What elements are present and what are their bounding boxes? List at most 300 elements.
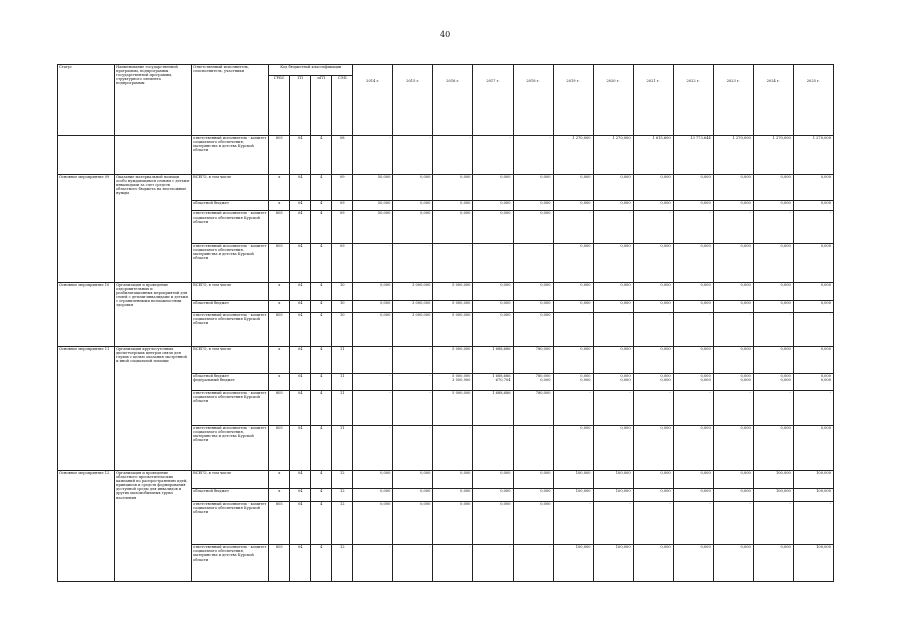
amount-cell: 3 000,000 — [393, 312, 433, 346]
amount-cell: 1 270,000 — [713, 136, 753, 175]
amount-cell: 0,000 — [513, 300, 553, 312]
code-cell: 04 — [290, 211, 311, 243]
amount-cell: 1 615,600 — [633, 136, 673, 175]
amount-cell: - — [593, 312, 633, 346]
amount-cell: 0,000 — [713, 243, 753, 282]
amount-cell: - — [713, 312, 753, 346]
amount-cell: 1 270,000 — [553, 136, 593, 175]
header-year: 2019 г. — [553, 65, 593, 136]
amount-cell: 100,000 — [793, 470, 833, 488]
code-cell: 04 — [290, 243, 311, 282]
amount-cell: 0,000 — [513, 312, 553, 346]
amount-cell: 0,000 — [793, 425, 833, 470]
amount-cell: 0,000 — [713, 347, 753, 374]
amount-cell: - — [553, 312, 593, 346]
amount-cell: 0,000 — [393, 211, 433, 243]
amount-cell: - — [353, 545, 393, 582]
amount-cell: 0,000 — [793, 174, 833, 200]
table-row — [58, 347, 834, 374]
code-cell: x — [269, 489, 290, 502]
amount-cell: 0,000 — [433, 200, 473, 211]
amount-cell: 0,000 — [753, 425, 793, 470]
amount-cell: 0,000 — [513, 174, 553, 200]
amount-cell: 100,000 — [753, 470, 793, 488]
amount-cell: - — [353, 425, 393, 470]
amount-cell: 0,000 — [553, 300, 593, 312]
amount-cell: 1 688,686 — [473, 391, 513, 425]
amount-cell: - — [753, 312, 793, 346]
amount-cell: 1 270,000 — [593, 136, 633, 175]
amount-cell: 0,000 — [513, 282, 553, 300]
amount-cell: 1 688,686 — [473, 347, 513, 374]
amount-cell: - — [473, 243, 513, 282]
amount-cell: 50,000 — [353, 200, 393, 211]
amount-cell: - — [593, 502, 633, 545]
executor-cell: ВСЕГО, в том числе — [192, 282, 269, 300]
amount-cell: 0,000 — [713, 470, 753, 488]
amount-cell: 0,000 — [793, 347, 833, 374]
status-cell — [58, 136, 115, 175]
amount-cell: 0,000 — [553, 425, 593, 470]
amount-cell: - — [753, 211, 793, 243]
amount-cell: 0,000 — [393, 470, 433, 488]
amount-cell: 0,000 0,000 — [793, 374, 833, 391]
amount-cell: 0,000 — [393, 489, 433, 502]
amount-cell: 0,000 — [793, 200, 833, 211]
code-cell: 09 — [332, 211, 353, 243]
program-name-cell: Организация круглосуточных диспетчерских центров связи для глухих с целью оказания экстренной и иной социальной помощи — [115, 347, 192, 471]
amount-cell: 0,000 — [753, 200, 793, 211]
amount-cell: 13 773,644 — [673, 136, 713, 175]
amount-cell: - — [673, 211, 713, 243]
amount-cell: 0,000 — [633, 545, 673, 582]
status-cell: Основное мероприятие 12 — [58, 470, 115, 581]
amount-cell: 0,000 — [553, 243, 593, 282]
amount-cell: 1 270,000 — [753, 136, 793, 175]
table-row — [58, 174, 834, 200]
code-cell: x — [269, 282, 290, 300]
amount-cell: 0,000 — [633, 489, 673, 502]
amount-cell: - — [673, 502, 713, 545]
amount-cell: 0,000 — [753, 300, 793, 312]
code-cell: 4 — [311, 243, 332, 282]
code-cell: 10 — [332, 312, 353, 346]
executor-cell: ответственный исполнитель - комитет социального обеспечения Курской области — [192, 502, 269, 545]
amount-cell: 0,000 — [393, 200, 433, 211]
amount-cell: 0,000 — [673, 174, 713, 200]
header-code-pgp: пГП — [311, 75, 332, 135]
amount-cell: - — [393, 243, 433, 282]
amount-cell: 0,000 — [593, 174, 633, 200]
amount-cell: 100,000 — [593, 545, 633, 582]
amount-cell: - — [353, 136, 393, 175]
amount-cell: 0,000 — [433, 211, 473, 243]
amount-cell: 0,000 — [633, 300, 673, 312]
executor-cell: ответственный исполнитель - комитет социального обеспечения Курской области — [192, 391, 269, 425]
program-name-cell: Оказание материальной помощи особо нуждающимся семьям с детьми-инвалидами за счет средств областного бюджета на неотложные нужды — [115, 174, 192, 282]
header-year: 2017 г. — [473, 65, 513, 136]
amount-cell: 0,000 — [593, 425, 633, 470]
executor-cell: ответственный исполнитель - комитет социального обеспечения, материнства и детства Курской области — [192, 136, 269, 175]
amount-cell: - — [793, 312, 833, 346]
code-cell: 04 — [290, 489, 311, 502]
code-cell: 12 — [332, 489, 353, 502]
executor-cell: ВСЕГО, в том числе — [192, 174, 269, 200]
amount-cell: 0,000 — [473, 312, 513, 346]
page-number: 40 — [440, 30, 451, 39]
amount-cell: 780,000 — [513, 347, 553, 374]
code-cell: 09 — [332, 174, 353, 200]
amount-cell: 0,000 0,000 — [753, 374, 793, 391]
executor-cell: областной бюджет — [192, 300, 269, 312]
table-row — [58, 282, 834, 300]
table-row — [58, 136, 834, 175]
amount-cell: 0,000 — [473, 300, 513, 312]
amount-cell: 100,000 — [553, 489, 593, 502]
table-row — [58, 470, 834, 488]
code-cell: 4 — [311, 347, 332, 374]
amount-cell: 100,000 — [793, 489, 833, 502]
amount-cell: 3 000,000 — [393, 300, 433, 312]
amount-cell: 0,000 — [513, 489, 553, 502]
amount-cell: 50,000 — [353, 211, 393, 243]
amount-cell: 0,000 — [673, 545, 713, 582]
amount-cell: 0,000 0,000 — [633, 374, 673, 391]
program-name-cell — [115, 136, 192, 175]
amount-cell: 1 270,000 — [793, 136, 833, 175]
amount-cell: - — [353, 243, 393, 282]
amount-cell: - — [713, 502, 753, 545]
amount-cell: 0,000 — [753, 282, 793, 300]
code-cell: 4 — [311, 425, 332, 470]
code-cell: 04 — [290, 136, 311, 175]
code-cell: 04 — [290, 374, 311, 391]
amount-cell: 100,000 — [753, 489, 793, 502]
code-cell: x — [269, 374, 290, 391]
amount-cell: - — [353, 391, 393, 425]
code-cell: 4 — [311, 136, 332, 175]
amount-cell: 0,000 — [713, 545, 753, 582]
code-cell: 04 — [290, 347, 311, 374]
amount-cell: 0,000 — [713, 282, 753, 300]
amount-cell: 0,000 — [473, 200, 513, 211]
amount-cell: - — [793, 211, 833, 243]
code-cell: 10 — [332, 282, 353, 300]
amount-cell: - — [793, 502, 833, 545]
header-budget-code: Код бюджетной классификации — [269, 65, 353, 76]
header-row — [58, 65, 834, 76]
executor-cell: ответственный исполнитель - комитет социального обеспечения Курской области — [192, 312, 269, 346]
code-cell: 805 — [269, 391, 290, 425]
code-cell: 04 — [290, 174, 311, 200]
amount-cell: 0,000 0,000 — [673, 374, 713, 391]
code-cell: 4 — [311, 470, 332, 488]
code-cell: 11 — [332, 374, 353, 391]
amount-cell: 0,000 — [633, 470, 673, 488]
amount-cell: 0,000 — [753, 243, 793, 282]
amount-cell: - — [393, 425, 433, 470]
code-cell: 12 — [332, 470, 353, 488]
executor-cell: ответственный исполнитель - комитет социального обеспечения, материнства и детства Курской области — [192, 545, 269, 582]
code-cell: 04 — [290, 470, 311, 488]
amount-cell: 0,000 — [513, 502, 553, 545]
code-cell: 805 — [269, 136, 290, 175]
code-cell: x — [269, 470, 290, 488]
amount-cell: - — [753, 502, 793, 545]
code-cell: 10 — [332, 300, 353, 312]
amount-cell: 0,000 — [473, 211, 513, 243]
header-executor: Ответственный исполнитель, соисполнитель, участники — [192, 65, 269, 136]
code-cell: 805 — [269, 502, 290, 545]
code-cell: 4 — [311, 545, 332, 582]
amount-cell: 0,000 — [353, 489, 393, 502]
amount-cell: 0,000 — [673, 470, 713, 488]
code-cell: 12 — [332, 545, 353, 582]
amount-cell: - — [513, 545, 553, 582]
amount-cell: 0,000 — [633, 282, 673, 300]
amount-cell: 5 000,000 — [433, 391, 473, 425]
amount-cell: - — [433, 425, 473, 470]
amount-cell: 0,000 — [553, 347, 593, 374]
amount-cell: 0,000 — [713, 425, 753, 470]
code-cell: 04 — [290, 425, 311, 470]
code-cell: 04 — [290, 282, 311, 300]
executor-cell: ответственный исполнитель - комитет социального обеспечения, материнства и детства Курской области — [192, 243, 269, 282]
amount-cell: 0,000 — [753, 545, 793, 582]
amount-cell: 0,000 — [713, 200, 753, 211]
code-cell: 4 — [311, 300, 332, 312]
header-year: 2024 г. — [753, 65, 793, 136]
amount-cell: - — [513, 243, 553, 282]
amount-cell: 100,000 — [593, 470, 633, 488]
amount-cell: 0,000 — [633, 425, 673, 470]
amount-cell: - — [353, 374, 393, 391]
amount-cell: - — [633, 211, 673, 243]
amount-cell: - — [473, 136, 513, 175]
amount-cell: 0,000 — [353, 502, 393, 545]
amount-cell: - — [593, 391, 633, 425]
code-cell: 805 — [269, 425, 290, 470]
code-cell: 08 — [332, 136, 353, 175]
amount-cell: 100,000 — [793, 545, 833, 582]
amount-cell: - — [473, 545, 513, 582]
program-name-cell: Организация и проведение оздоровительных и реабилитационных мероприятий для семей с детьми-инвалидами и детьми с ограниченными возможностями здоровья — [115, 282, 192, 347]
header-year: 2020 г. — [593, 65, 633, 136]
amount-cell: 0,000 — [713, 300, 753, 312]
amount-cell: - — [393, 136, 433, 175]
amount-cell: 0,000 — [673, 243, 713, 282]
header-year: 2025 г. — [793, 65, 833, 136]
amount-cell: - — [633, 391, 673, 425]
code-cell: 11 — [332, 391, 353, 425]
code-cell: 04 — [290, 200, 311, 211]
code-cell: 805 — [269, 545, 290, 582]
amount-cell: 0,000 — [513, 211, 553, 243]
amount-cell: 5 000,000 — [433, 300, 473, 312]
amount-cell: 0,000 — [353, 282, 393, 300]
amount-cell: 0,000 — [673, 425, 713, 470]
amount-cell: 0,000 — [593, 282, 633, 300]
amount-cell: 0,000 — [673, 347, 713, 374]
amount-cell: - — [553, 391, 593, 425]
amount-cell: 3 000,000 — [393, 282, 433, 300]
status-cell: Основное мероприятие 11 — [58, 347, 115, 471]
amount-cell: 0,000 — [713, 489, 753, 502]
code-cell: x — [269, 300, 290, 312]
amount-cell: 0,000 0,000 — [713, 374, 753, 391]
header-code-sep: СЭП — [332, 75, 353, 135]
header-program-name: Наименование государственной программы, подпрограммы государственной программы, структурного элемента подпрограммы — [115, 65, 192, 136]
code-cell: x — [269, 174, 290, 200]
code-cell: x — [269, 200, 290, 211]
program-name-cell: Организация и проведение областного просветительских кампаний по распространению идей, принципов и средств формирования доступной среды для инвалидов и других маломобильных групп населения — [115, 470, 192, 581]
amount-cell: - — [793, 391, 833, 425]
amount-cell: 5 000,000 — [433, 347, 473, 374]
amount-cell: 780,000 — [513, 391, 553, 425]
amount-cell: - — [393, 347, 433, 374]
amount-cell: 50,000 — [353, 174, 393, 200]
amount-cell: 0,000 — [673, 200, 713, 211]
executor-cell: ВСЕГО, в том числе — [192, 347, 269, 374]
code-cell: 4 — [311, 200, 332, 211]
amount-cell: 0,000 — [713, 174, 753, 200]
amount-cell: - — [473, 425, 513, 470]
code-cell: 04 — [290, 312, 311, 346]
amount-cell: 0,000 — [353, 300, 393, 312]
amount-cell: 0,000 — [753, 174, 793, 200]
amount-cell: 1 688,686 670,704 — [473, 374, 513, 391]
code-cell: 11 — [332, 347, 353, 374]
header-year: 2021 г. — [633, 65, 673, 136]
amount-cell: 0,000 — [353, 470, 393, 488]
amount-cell: 0,000 — [793, 300, 833, 312]
header-year: 2022 г. — [673, 65, 713, 136]
amount-cell: 5 000,000 3 500,900 — [433, 374, 473, 391]
executor-cell: ответственный исполнитель - комитет социального обеспечения, материнства и детства Курской области — [192, 425, 269, 470]
code-cell: 805 — [269, 312, 290, 346]
code-cell: 805 — [269, 211, 290, 243]
executor-cell: ВСЕГО, в том числе — [192, 470, 269, 488]
amount-cell: 0,000 — [473, 502, 513, 545]
amount-cell: - — [673, 312, 713, 346]
amount-cell: 0,000 — [673, 300, 713, 312]
amount-cell: 0,000 — [513, 200, 553, 211]
amount-cell: 0,000 — [393, 502, 433, 545]
amount-cell: 0,000 0,000 — [593, 374, 633, 391]
code-cell: 11 — [332, 425, 353, 470]
code-cell: 09 — [332, 200, 353, 211]
amount-cell: - — [433, 243, 473, 282]
code-cell: 4 — [311, 502, 332, 545]
amount-cell: - — [513, 425, 553, 470]
amount-cell: 0,000 — [553, 282, 593, 300]
code-cell: 09 — [332, 243, 353, 282]
amount-cell: 0,000 — [473, 282, 513, 300]
header-code-gp: ГП — [290, 75, 311, 135]
amount-cell: 0,000 — [433, 174, 473, 200]
amount-cell: 0,000 — [793, 282, 833, 300]
amount-cell: - — [753, 391, 793, 425]
amount-cell: - — [673, 391, 713, 425]
amount-cell: - — [553, 502, 593, 545]
header-year: 2016 г. — [433, 65, 473, 136]
code-cell: 4 — [311, 391, 332, 425]
status-cell: Основное мероприятие 10 — [58, 282, 115, 347]
amount-cell: 0,000 — [673, 489, 713, 502]
executor-cell: областной бюджет федеральный бюджет — [192, 374, 269, 391]
header-status: Статус — [58, 65, 115, 136]
amount-cell: - — [593, 211, 633, 243]
amount-cell: 0,000 — [553, 200, 593, 211]
amount-cell: 0,000 — [473, 489, 513, 502]
amount-cell: - — [553, 211, 593, 243]
code-cell: 4 — [311, 312, 332, 346]
code-cell: 4 — [311, 282, 332, 300]
amount-cell: 0,000 — [393, 174, 433, 200]
code-cell: 805 — [269, 243, 290, 282]
executor-cell: ответственный исполнитель - комитет социального обеспечения Курской области — [192, 211, 269, 243]
code-cell: 04 — [290, 300, 311, 312]
amount-cell: 0,000 — [793, 243, 833, 282]
amount-cell: 0,000 — [513, 470, 553, 488]
amount-cell: - — [393, 391, 433, 425]
budget-table — [57, 64, 834, 582]
code-cell: 4 — [311, 374, 332, 391]
amount-cell: - — [713, 391, 753, 425]
code-cell: 04 — [290, 502, 311, 545]
amount-cell: 0,000 — [753, 347, 793, 374]
amount-cell: 0,000 — [353, 312, 393, 346]
amount-cell: 5 000,000 — [433, 312, 473, 346]
amount-cell: - — [353, 347, 393, 374]
amount-cell: - — [393, 374, 433, 391]
code-cell: 12 — [332, 502, 353, 545]
amount-cell: 100,000 — [553, 470, 593, 488]
code-cell: 4 — [311, 174, 332, 200]
amount-cell: 0,000 — [593, 200, 633, 211]
amount-cell: 0,000 — [433, 489, 473, 502]
amount-cell: - — [713, 211, 753, 243]
amount-cell: 780,000 0,000 — [513, 374, 553, 391]
amount-cell: 0,000 — [593, 300, 633, 312]
amount-cell: - — [633, 502, 673, 545]
header-year: 2018 г. — [513, 65, 553, 136]
amount-cell: - — [393, 545, 433, 582]
amount-cell: 0,000 — [633, 243, 673, 282]
header-year: 2014 г. — [353, 65, 393, 136]
code-cell: 4 — [311, 489, 332, 502]
amount-cell: 0,000 — [593, 347, 633, 374]
amount-cell: 0,000 — [433, 502, 473, 545]
code-cell: x — [269, 347, 290, 374]
amount-cell: 100,000 — [553, 545, 593, 582]
code-cell: 4 — [311, 211, 332, 243]
executor-cell: областной бюджет — [192, 489, 269, 502]
amount-cell: 5 000,000 — [433, 282, 473, 300]
amount-cell: 0,000 — [633, 200, 673, 211]
header-year: 2015 г. — [393, 65, 433, 136]
amount-cell: 0,000 — [433, 470, 473, 488]
amount-cell: - — [433, 136, 473, 175]
amount-cell: - — [633, 312, 673, 346]
amount-cell: 0,000 — [633, 174, 673, 200]
code-cell: 04 — [290, 545, 311, 582]
amount-cell: 0,000 0,000 — [553, 374, 593, 391]
amount-cell: 0,000 — [473, 174, 513, 200]
amount-cell: 100,000 — [593, 489, 633, 502]
amount-cell: 0,000 — [553, 174, 593, 200]
amount-cell: - — [433, 545, 473, 582]
